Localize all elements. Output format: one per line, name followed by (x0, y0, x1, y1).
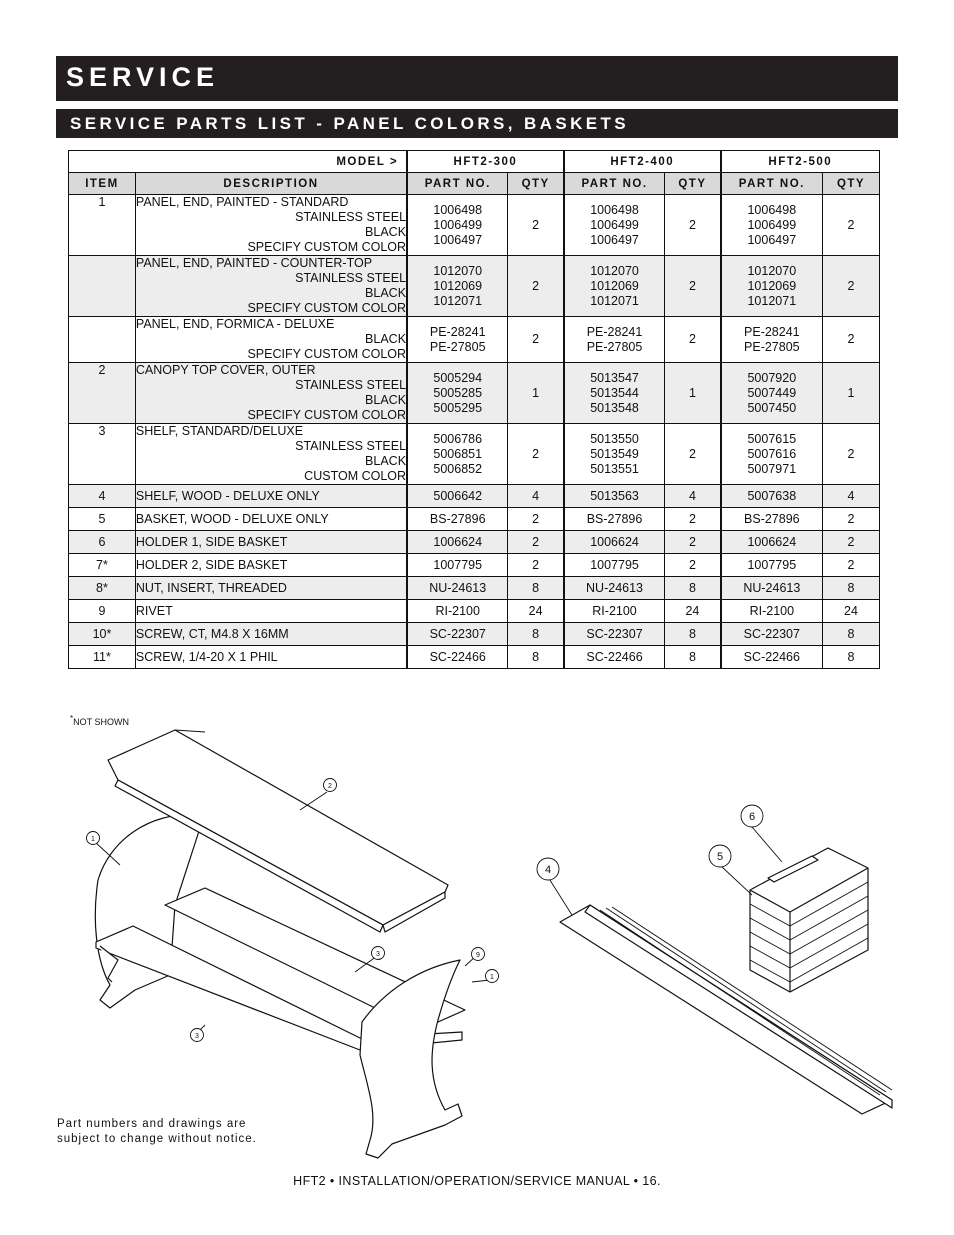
quantity: 24 (665, 600, 721, 623)
quantity: 8 (665, 623, 721, 646)
part-number: 5006852 (433, 461, 483, 476)
description: HOLDER 2, SIDE BASKET (135, 554, 407, 577)
part-number: NU-24613 (721, 577, 823, 600)
part-number: 5013563 (564, 485, 665, 508)
part-number: 5005285 (433, 385, 483, 400)
description: SCREW, CT, M4.8 X 16MM (135, 623, 407, 646)
part-number: PE-28241 (586, 324, 643, 339)
part-number: PE-27805 (744, 339, 800, 354)
quantity: 1 (823, 363, 880, 424)
quantity: 2 (823, 317, 880, 363)
part-number: PE-27805 (586, 339, 643, 354)
description-variant: BLACK (365, 225, 407, 239)
part-number: 1006499 (590, 217, 639, 232)
description-title: PANEL, END, PAINTED - STANDARD (135, 195, 349, 209)
disclaimer: Part numbers and drawings are subject to change without notice. (57, 1118, 257, 1145)
item-number: 3 (69, 424, 136, 485)
table-row (69, 317, 880, 363)
quantity: 8 (508, 623, 564, 646)
part-number: PE-27805 (429, 339, 486, 354)
part-number: 5013550 (590, 431, 639, 446)
quantity: 2 (508, 317, 564, 363)
part-numbers (564, 256, 665, 317)
column-header-row (69, 173, 880, 195)
description-variant: SPECIFY CUSTOM COLOR (247, 347, 407, 361)
callout-5: 5 (716, 851, 724, 863)
part-numbers (564, 363, 665, 424)
part-number: 5005295 (433, 400, 483, 415)
description-variant: STAINLESS STEEL (295, 378, 407, 392)
item-number: 11* (69, 646, 136, 669)
item-number: 10* (69, 623, 136, 646)
callout-2: 2 (328, 783, 332, 790)
part-number: 1007795 (564, 554, 665, 577)
part-number: 5007616 (747, 446, 797, 461)
page-footer: HFT2 • INSTALLATION/OPERATION/SERVICE MANUAL • 16. (293, 1174, 661, 1188)
quantity: 4 (508, 485, 564, 508)
part-numbers (721, 195, 823, 256)
part-number: 1012071 (433, 293, 483, 308)
quantity: 8 (665, 646, 721, 669)
part-number: 5006851 (433, 446, 483, 461)
description-title: CANOPY TOP COVER, OUTER (135, 363, 316, 377)
quantity: 2 (665, 554, 721, 577)
callout-1: 1 (490, 974, 494, 981)
item-number: 5 (69, 508, 136, 531)
description-variant: BLACK (365, 332, 407, 346)
part-numbers (407, 317, 508, 363)
part-number: 1006624 (564, 531, 665, 554)
table-row (69, 554, 880, 577)
quantity: 1 (508, 363, 564, 424)
part-number: SC-22307 (407, 623, 508, 646)
table-row (69, 485, 880, 508)
page-title: SERVICE (66, 62, 220, 92)
item-number: 1 (69, 195, 136, 256)
description-title: SHELF, STANDARD/DELUXE (135, 424, 304, 438)
description-variant: BLACK (365, 454, 407, 468)
part-number: SC-22307 (721, 623, 823, 646)
quantity: 2 (508, 508, 564, 531)
quantity: 2 (665, 195, 721, 256)
part-number: 1012070 (433, 263, 483, 278)
col-qty: QTY (508, 173, 564, 195)
quantity: 2 (665, 508, 721, 531)
part-number: 5007971 (747, 461, 797, 476)
description (135, 363, 407, 424)
part-number: RI-2100 (564, 600, 665, 623)
part-number: 5007615 (747, 431, 797, 446)
asterisk: * (70, 714, 74, 723)
quantity: 2 (665, 317, 721, 363)
description-variant: SPECIFY CUSTOM COLOR (247, 240, 407, 254)
quantity: 24 (823, 600, 880, 623)
part-number: 1006624 (721, 531, 823, 554)
part-number: 1012069 (590, 278, 639, 293)
part-number: PE-28241 (429, 324, 486, 339)
quantity: 4 (665, 485, 721, 508)
section-banner (56, 109, 898, 138)
item-number: 4 (69, 485, 136, 508)
callout-6: 6 (748, 811, 756, 823)
part-number: 1007795 (721, 554, 823, 577)
description-variant: SPECIFY CUSTOM COLOR (247, 408, 407, 422)
part-number: SC-22307 (564, 623, 665, 646)
table-row (69, 646, 880, 669)
quantity: 1 (665, 363, 721, 424)
part-number: 1012070 (747, 263, 797, 278)
part-numbers (721, 317, 823, 363)
part-number: 1006498 (590, 202, 639, 217)
part-number: 1006498 (747, 202, 797, 217)
part-number: NU-24613 (564, 577, 665, 600)
note-text: NOT SHOWN (73, 717, 129, 727)
part-number: BS-27896 (407, 508, 508, 531)
quantity: 2 (508, 424, 564, 485)
part-number: 1006497 (433, 232, 483, 247)
part-numbers (407, 256, 508, 317)
quantity: 2 (665, 256, 721, 317)
description-title: PANEL, END, PAINTED - COUNTER-TOP (135, 256, 373, 270)
quantity: 24 (508, 600, 564, 623)
item-number: 6 (69, 531, 136, 554)
quantity: 8 (508, 577, 564, 600)
part-number: 5007638 (721, 485, 823, 508)
description: NUT, INSERT, THREADED (135, 577, 407, 600)
part-number: 1007795 (407, 554, 508, 577)
part-number: 5013551 (590, 461, 639, 476)
part-number: 5013549 (590, 446, 639, 461)
part-number: 5005294 (433, 370, 483, 385)
description-title: PANEL, END, FORMICA - DELUXE (135, 317, 335, 331)
quantity: 2 (508, 195, 564, 256)
description-variant: BLACK (365, 393, 407, 407)
part-number: 5006786 (433, 431, 483, 446)
part-number: NU-24613 (407, 577, 508, 600)
quantity: 2 (823, 256, 880, 317)
part-number: SC-22466 (564, 646, 665, 669)
part-numbers (721, 363, 823, 424)
quantity: 2 (508, 256, 564, 317)
item-number: 9 (69, 600, 136, 623)
part-number: PE-28241 (744, 324, 800, 339)
quantity: 8 (508, 646, 564, 669)
item-number (69, 317, 136, 363)
item-number: 7* (69, 554, 136, 577)
parts-table (68, 150, 880, 669)
part-number: 5007449 (747, 385, 797, 400)
part-number: 1006624 (407, 531, 508, 554)
part-numbers (564, 195, 665, 256)
description-variant: BLACK (365, 286, 407, 300)
part-number: 5007920 (747, 370, 797, 385)
quantity: 2 (508, 554, 564, 577)
col-item: ITEM (69, 173, 136, 195)
part-numbers (407, 424, 508, 485)
service-banner (56, 56, 898, 101)
quantity: 2 (665, 424, 721, 485)
callout-3: 3 (195, 1033, 199, 1040)
quantity: 8 (823, 623, 880, 646)
quantity: 8 (823, 577, 880, 600)
item-number (69, 256, 136, 317)
part-number: 1006499 (747, 217, 797, 232)
part-numbers (407, 195, 508, 256)
part-number: SC-22466 (407, 646, 508, 669)
part-numbers (721, 424, 823, 485)
table-row (69, 424, 880, 485)
table-row (69, 531, 880, 554)
part-numbers (721, 256, 823, 317)
part-number: BS-27896 (721, 508, 823, 531)
table-row (69, 600, 880, 623)
part-number: 1006497 (747, 232, 797, 247)
description-variant: STAINLESS STEEL (295, 210, 407, 224)
quantity: 2 (823, 554, 880, 577)
description: HOLDER 1, SIDE BASKET (135, 531, 407, 554)
quantity: 2 (823, 531, 880, 554)
col-part-no: PART NO. (721, 173, 823, 195)
quantity: 2 (823, 424, 880, 485)
col-part-no: PART NO. (564, 173, 665, 195)
quantity: 8 (665, 577, 721, 600)
col-qty: QTY (665, 173, 721, 195)
model-label: MODEL > (69, 151, 408, 173)
description-variant: CUSTOM COLOR (304, 469, 407, 483)
part-numbers (407, 363, 508, 424)
description-variant: SPECIFY CUSTOM COLOR (247, 301, 407, 315)
description-variant: STAINLESS STEEL (295, 271, 407, 285)
part-number: RI-2100 (721, 600, 823, 623)
item-number: 8* (69, 577, 136, 600)
col-description: DESCRIPTION (135, 173, 407, 195)
description: SHELF, WOOD - DELUXE ONLY (135, 485, 407, 508)
part-number: 1012069 (433, 278, 483, 293)
part-number: 1012071 (590, 293, 639, 308)
description (135, 195, 407, 256)
table-row (69, 577, 880, 600)
table-row (69, 256, 880, 317)
part-number: 1006499 (433, 217, 483, 232)
callout-4: 4 (544, 864, 552, 876)
model-row (69, 151, 880, 173)
table-row (69, 363, 880, 424)
quantity: 2 (508, 531, 564, 554)
model-hft2-400: HFT2-400 (564, 151, 721, 173)
part-numbers (564, 424, 665, 485)
part-number: 5013544 (590, 385, 639, 400)
callout-1: 1 (91, 836, 95, 843)
description (135, 317, 407, 363)
model-hft2-500: HFT2-500 (721, 151, 880, 173)
part-number: 1012070 (590, 263, 639, 278)
description: BASKET, WOOD - DELUXE ONLY (135, 508, 407, 531)
part-number: 5007450 (747, 400, 797, 415)
callout-9: 9 (476, 952, 480, 959)
quantity: 2 (823, 508, 880, 531)
part-numbers (564, 317, 665, 363)
table-row (69, 623, 880, 646)
col-part-no: PART NO. (407, 173, 508, 195)
table-row (69, 195, 880, 256)
section-title: SERVICE PARTS LIST - PANEL COLORS, BASKETS (70, 114, 630, 133)
description: SCREW, 1/4-20 X 1 PHIL (135, 646, 407, 669)
part-number: 5013547 (590, 370, 639, 385)
quantity: 2 (823, 195, 880, 256)
col-qty: QTY (823, 173, 880, 195)
exploded-drawing (0, 720, 954, 1180)
quantity: 2 (665, 531, 721, 554)
part-number: 5006642 (407, 485, 508, 508)
part-number: SC-22466 (721, 646, 823, 669)
description (135, 256, 407, 317)
quantity: 4 (823, 485, 880, 508)
part-number: BS-27896 (564, 508, 665, 531)
part-number: 1012071 (747, 293, 797, 308)
part-number: 1012069 (747, 278, 797, 293)
part-number: 1006497 (590, 232, 639, 247)
description: RIVET (135, 600, 407, 623)
table-row (69, 508, 880, 531)
description (135, 424, 407, 485)
quantity: 8 (823, 646, 880, 669)
item-number: 2 (69, 363, 136, 424)
part-number: RI-2100 (407, 600, 508, 623)
model-hft2-300: HFT2-300 (407, 151, 564, 173)
callout-3: 3 (376, 951, 380, 958)
description-variant: STAINLESS STEEL (295, 439, 407, 453)
part-number: 5013548 (590, 400, 639, 415)
part-number: 1006498 (433, 202, 483, 217)
